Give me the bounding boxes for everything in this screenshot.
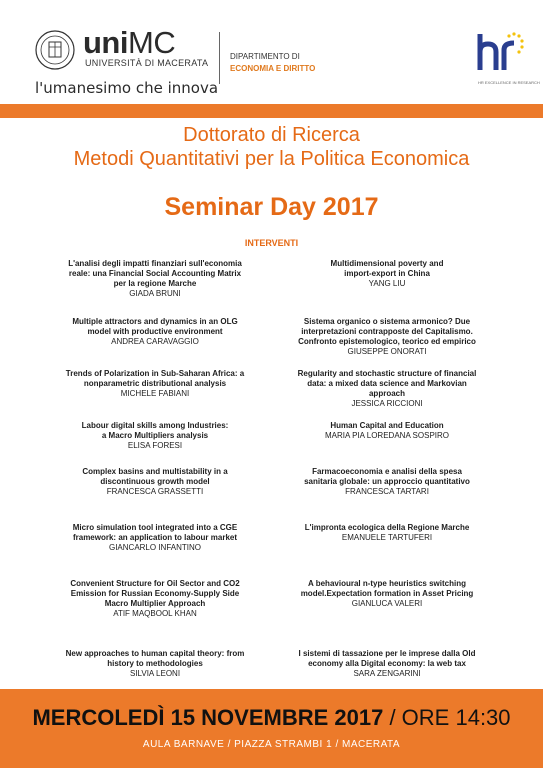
header [0,0,543,104]
talk-item [30,259,280,299]
talk-item [30,317,280,347]
talk-speaker: SARA ZENGARINI [353,669,421,678]
talk-title: Human Capital and Education [330,421,444,430]
talk-item [262,467,512,497]
talk-item [30,649,280,679]
talk-item [30,369,280,399]
university-name: UNIVERSITÀ DI MACERATA [85,58,209,68]
talk-title: Micro simulation tool integrated into a CGE framework: an application to labour market [72,523,238,542]
talk-speaker: GIANCARLO INFANTINO [108,543,201,552]
talk-title: I sistemi di tassazione per le imprese dalla Old economy alla Digital economy: la web tax [298,649,476,668]
talk-title: Regularity and stochastic structure of financial data: a mixed data science and Markovian approach [297,369,477,398]
talk-title: Farmacoeconomia e analisi della spesa sanitaria globale: un approccio quantitativo [304,467,470,486]
university-seal-icon [35,30,75,70]
talk-speaker: SILVIA LEONI [129,669,181,678]
talk-item [30,579,280,619]
talk-title: Convenient Structure for Oil Sector and CO2 Emission for Russian Economy-Supply Side Macro Multiplier Approach [70,579,240,608]
talk-item [262,369,512,409]
event-date-day: MERCOLEDÌ 15 NOVEMBRE 2017 [32,705,384,730]
talk-item [30,467,280,497]
talk-speaker: MICHELE FABIANI [120,389,190,398]
talk-title: Labour digital skills among Industries: a Macro Multipliers analysis [81,421,229,440]
motto: l'umanesimo che innova [35,79,219,97]
talk-title: Complex basins and multistability in a discontinuous growth model [82,467,228,486]
event-time: / ORE 14:30 [383,705,511,730]
talk-item [262,317,512,357]
talk-item [30,523,280,553]
talk-title: Multidimensional poverty and import-export in China [330,259,444,278]
talk-speaker: FRANCESCA GRASSETTI [106,487,204,496]
orange-band [0,104,543,118]
talk-speaker: GIUSEPPE ONORATI [347,347,427,356]
talk-speaker: GIADA BRUNI [129,289,181,298]
department-label: DIPARTIMENTO DI [230,52,300,61]
talk-item [262,259,512,289]
program-title-line2: Metodi Quantitativi per la Politica Economica [73,148,470,170]
event-venue: AULA BARNAVE / PIAZZA STRAMBI 1 / MACERATA [142,739,401,750]
talk-item [262,649,512,679]
talk-speaker: ELISA FORESI [127,441,183,450]
event-date [0,705,543,731]
department-name: ECONOMIA E DIRITTO [230,64,316,73]
talk-speaker: FRANCESCA TARTARI [345,487,429,496]
talk-item [262,421,512,441]
talk-speaker: EMANUELE TARTUFERI [341,533,433,542]
talk-speaker: ATIF MAQBOOL KHAN [113,609,197,618]
hr-logo-caption: HR EXCELLENCE IN RESEARCH [478,80,540,85]
talk-title: A behavioural n-type heuristics switching model.Expectation formation in Asset Pricing [300,579,474,598]
hr-excellence-logo-icon [474,30,526,76]
talk-title: Multiple attractors and dynamics in an OLG model with productive environment [72,317,238,336]
talk-speaker: MARIA PIA LOREDANA SOSPIRO [324,431,450,440]
event-title: Seminar Day 2017 [164,193,379,221]
divider [219,32,220,84]
talk-title: Sistema organico o sistema armonico? Due interpretazioni contrapposte del Capitalismo. Confronto epistemologico, teorico ed empirico [298,317,476,346]
talk-item [262,523,512,543]
talk-item [30,421,280,451]
talk-item [262,579,512,609]
talk-title: L'impronta ecologica della Regione Marche [304,523,470,532]
talk-speaker: JESSICA RICCIONI [351,399,423,408]
talk-speaker: ANDREA CARAVAGGIO [111,337,199,346]
talk-title: L'analisi degli impatti finanziari sull'economia reale: una Financial Social Accounting Matrix per la regione Marche [68,259,242,288]
talk-speaker: YANG LIU [368,279,406,288]
university-logo: uniMC [83,25,176,60]
section-heading: INTERVENTI [244,238,299,248]
talk-title: Trends of Polarization in Sub-Saharan Africa: a nonparametric distributional analysis [65,369,245,388]
talk-speaker: GIANLUCA VALERI [351,599,423,608]
talk-title: New approaches to human capital theory: from history to methodologies [65,649,245,668]
program-title-line1: Dottorato di Ricerca [183,124,360,146]
